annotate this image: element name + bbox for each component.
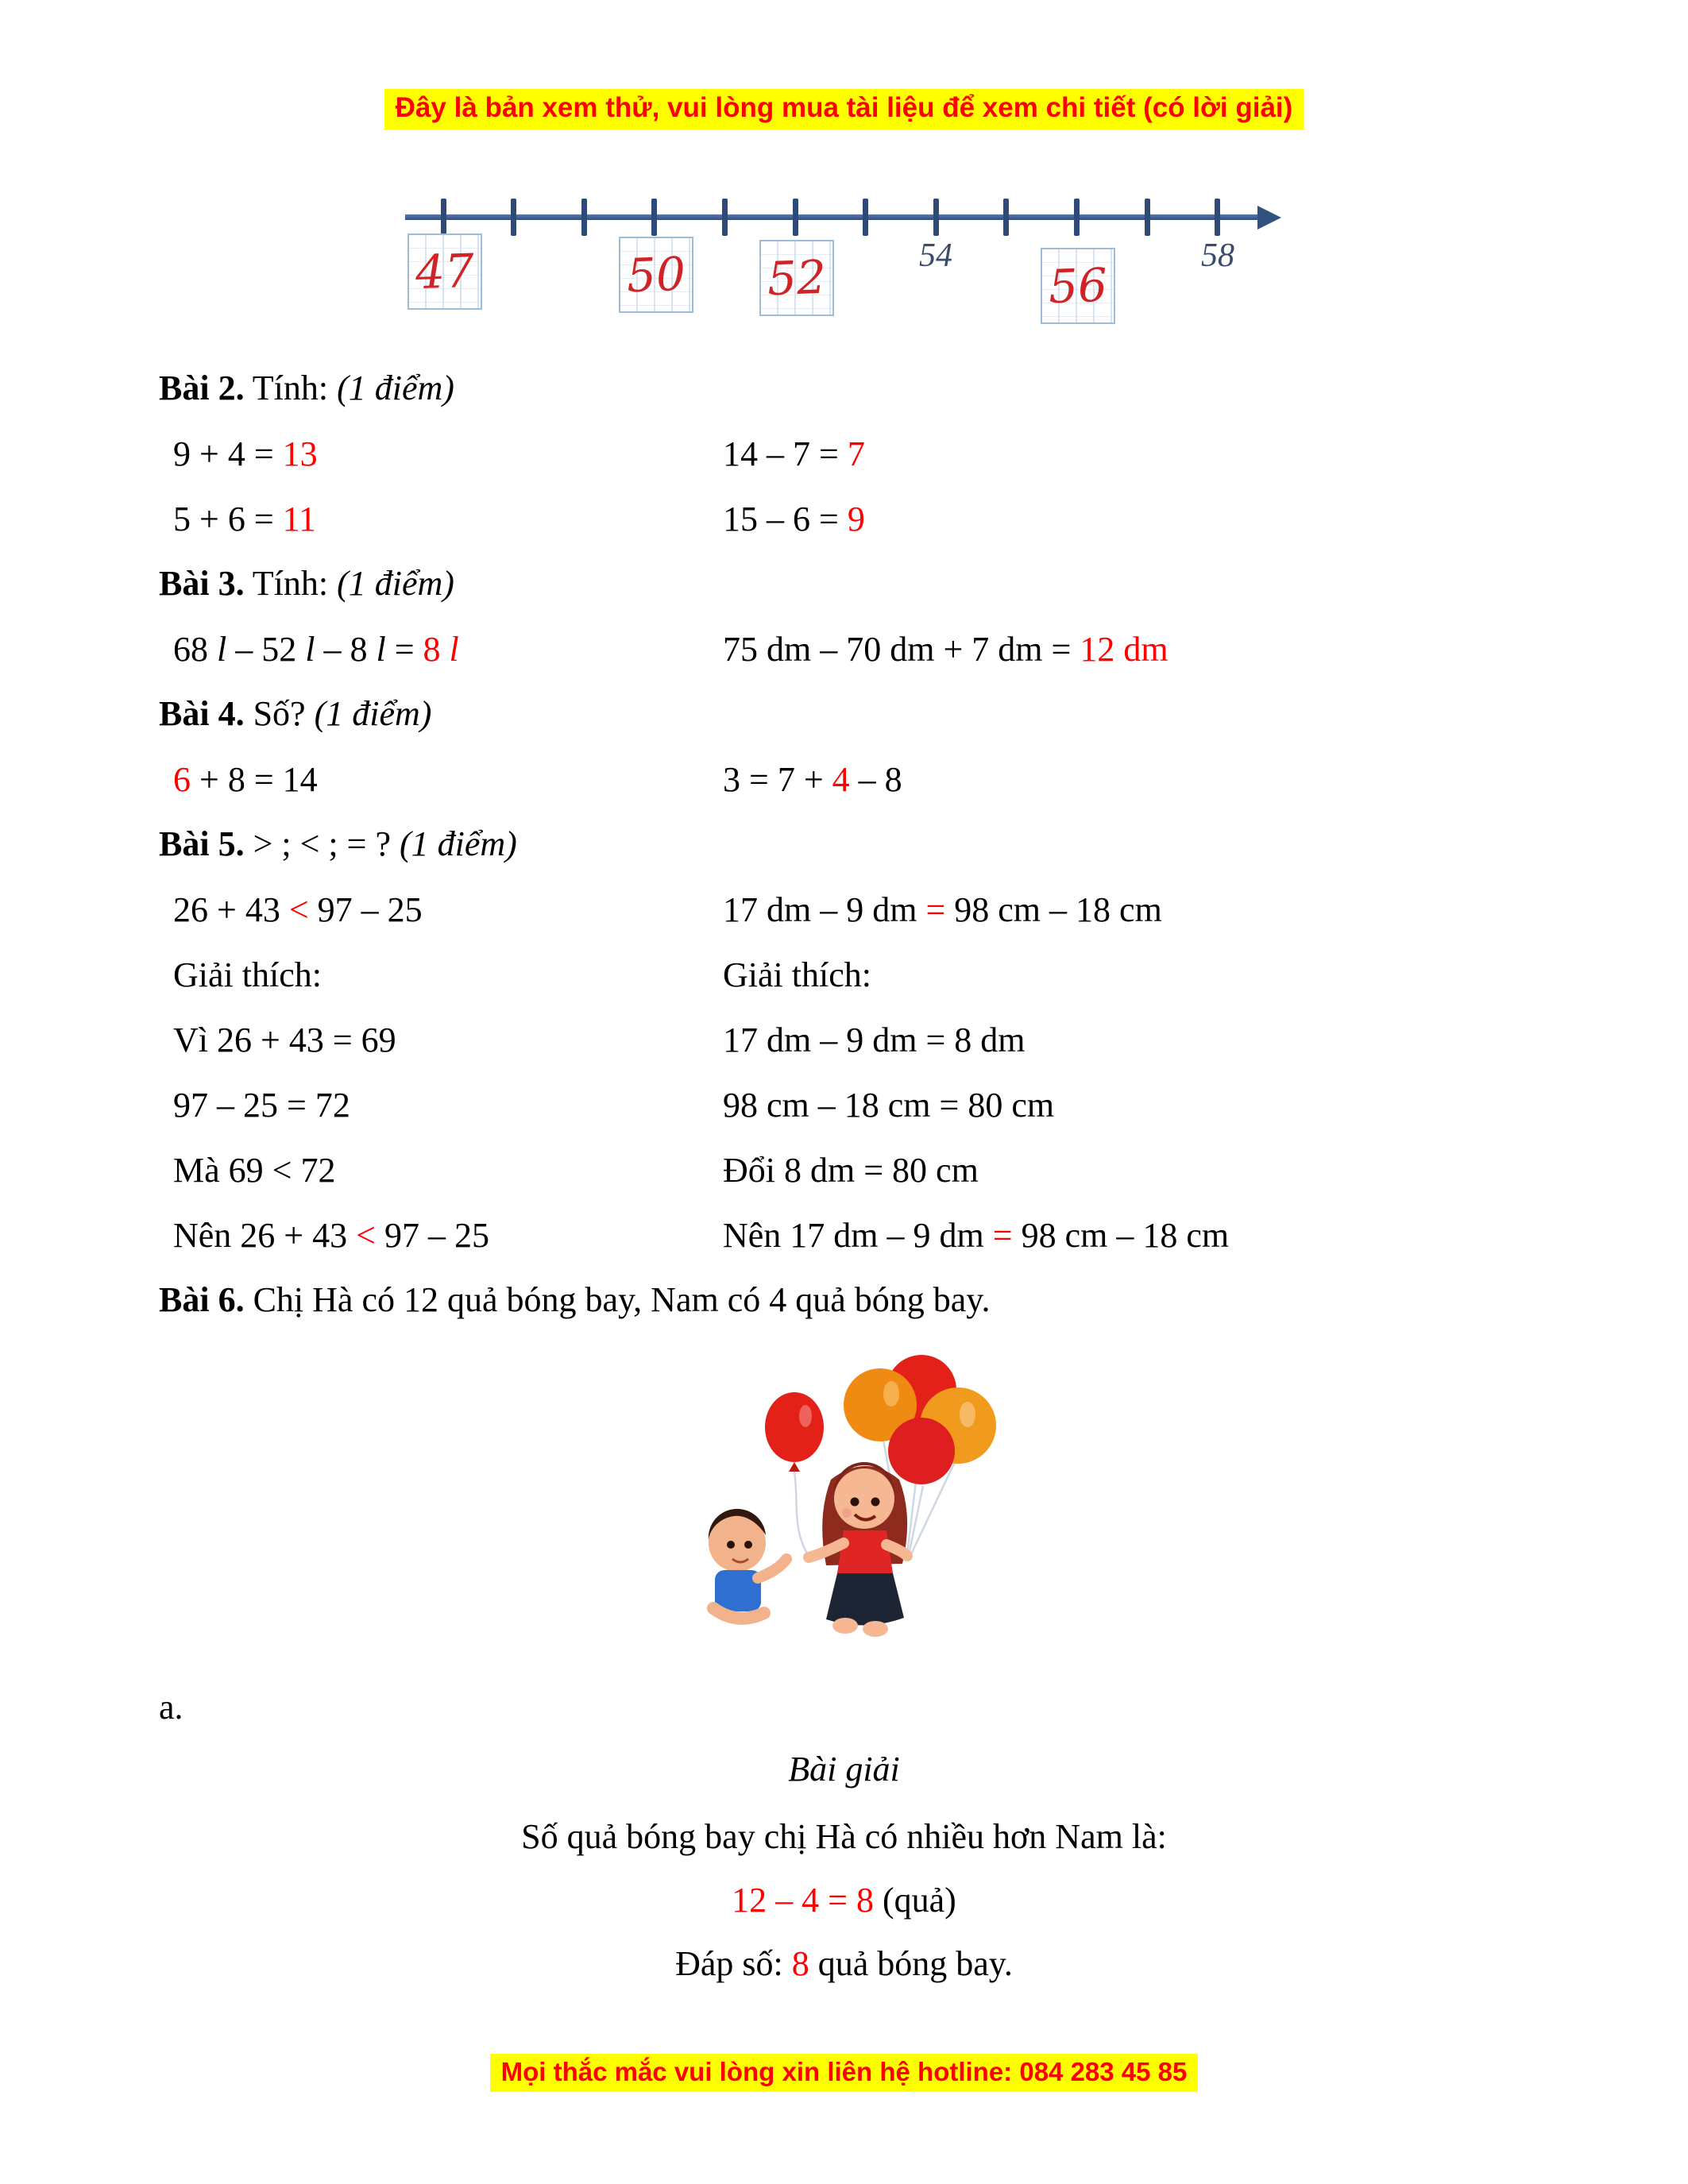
number-line-label-58: 58: [1201, 237, 1234, 274]
preview-notice-banner: [0, 89, 1688, 129]
bai5-row-2: [159, 942, 1589, 1007]
bai3-row-1: [159, 616, 1589, 681]
girl-figure: [809, 1462, 907, 1637]
bai5-step3-left: Mà 69 < 72: [173, 1150, 336, 1190]
bai2-eq-1-right: 14 – 7 = 7: [723, 434, 865, 473]
answer-box-50: [619, 237, 693, 313]
boy-figure: [709, 1509, 786, 1619]
red-balloon: [765, 1392, 824, 1559]
bai6-title: Bài 6. Chị Hà có 12 quả bóng bay, Nam có 4 quả bóng bay.: [159, 1280, 991, 1319]
bai5-step1-right: 17 dm – 9 dm = 8 dm: [723, 1020, 1026, 1059]
bai3-eq-1-right: 75 dm – 70 dm + 7 dm = 12 dm: [723, 629, 1168, 669]
bai5-explain-label-left: Giải thích:: [173, 955, 322, 994]
answer-box-52: [759, 240, 834, 316]
bai5-conclusion-left: Nên 26 + 43 < 97 – 25: [173, 1215, 489, 1255]
number-line-axis: [405, 214, 1263, 220]
hotline-banner: [0, 2054, 1688, 2092]
solution-heading: Bài giải: [788, 1750, 900, 1788]
solution-equation: 12 – 4 = 8 (quả): [732, 1881, 956, 1920]
bai4-row-1: [159, 747, 1589, 812]
answer-box-50-value: 50: [625, 246, 687, 303]
bai2-eq-1-left: 9 + 4 = 13: [173, 434, 318, 473]
answer-box-47: [408, 233, 482, 310]
answer-box-56-value: 56: [1047, 257, 1109, 314]
answer-box-52-value: 52: [766, 249, 828, 307]
bai5-compare-left: 26 + 43 < 97 – 25: [173, 889, 423, 929]
bai5-row-3: [159, 1007, 1589, 1072]
bai2-row-2: [159, 486, 1589, 551]
bai2-eq-2-right: 15 – 6 = 9: [723, 499, 865, 538]
bai2-title: Bài 2. Tính: (1 điểm): [159, 369, 454, 407]
bai4-eq-1-left: 6 + 8 = 14: [173, 759, 318, 799]
bai5-explain-label-right: Giải thích:: [723, 955, 871, 994]
bai5-title: Bài 5. > ; < ; = ? (1 điểm): [159, 824, 517, 863]
bai4-title: Bài 4. Số? (1 điểm): [159, 694, 432, 733]
number-line-arrow-icon: [1257, 206, 1281, 230]
bai5-step2-left: 97 – 25 = 72: [173, 1085, 350, 1125]
number-line-figure: [401, 195, 1307, 330]
solution-statement: Số quả bóng bay chị Hà có nhiều hơn Nam là:: [521, 1817, 1167, 1856]
bai5-conclusion-right: Nên 17 dm – 9 dm = 98 cm – 18 cm: [723, 1215, 1230, 1255]
bai5-row-6: [159, 1202, 1589, 1268]
number-line-label-54: 54: [919, 237, 952, 274]
preview-notice-text: Đây là bản xem thử, vui lòng mua tài liệu để xem chi tiết (có lời giải): [384, 89, 1304, 129]
item-a-label: a.: [159, 1688, 183, 1727]
exercises: [159, 356, 1589, 1333]
bai3-eq-1-left: 68 l – 52 l – 8 l = 8 l: [173, 629, 459, 669]
bai3-title: Bài 3. Tính: (1 điểm): [159, 564, 454, 603]
balloons-illustration: [675, 1346, 1009, 1680]
bai5-row-1: [159, 877, 1589, 942]
bai5-compare-right: 17 dm – 9 dm = 98 cm – 18 cm: [723, 889, 1162, 929]
bai5-row-5: [159, 1137, 1589, 1202]
hotline-text: Mọi thắc mắc vui lòng xin liên hệ hotline: 084 283 45 85: [490, 2054, 1199, 2092]
answer-box-56: [1041, 248, 1115, 324]
answer-box-47-value: 47: [414, 243, 476, 300]
bai5-step3-right: Đổi 8 dm = 80 cm: [723, 1150, 979, 1190]
solution-answer: Đáp số: 8 quả bóng bay.: [675, 1944, 1013, 1983]
bai4-eq-1-right: 3 = 7 + 4 – 8: [723, 759, 902, 799]
bai2-row-1: [159, 421, 1589, 486]
bai2-eq-2-left: 5 + 6 = 11: [173, 499, 317, 538]
bai5-row-4: [159, 1072, 1589, 1137]
bai5-step2-right: 98 cm – 18 cm = 80 cm: [723, 1085, 1055, 1125]
bai5-step1-left: Vì 26 + 43 = 69: [173, 1020, 396, 1059]
